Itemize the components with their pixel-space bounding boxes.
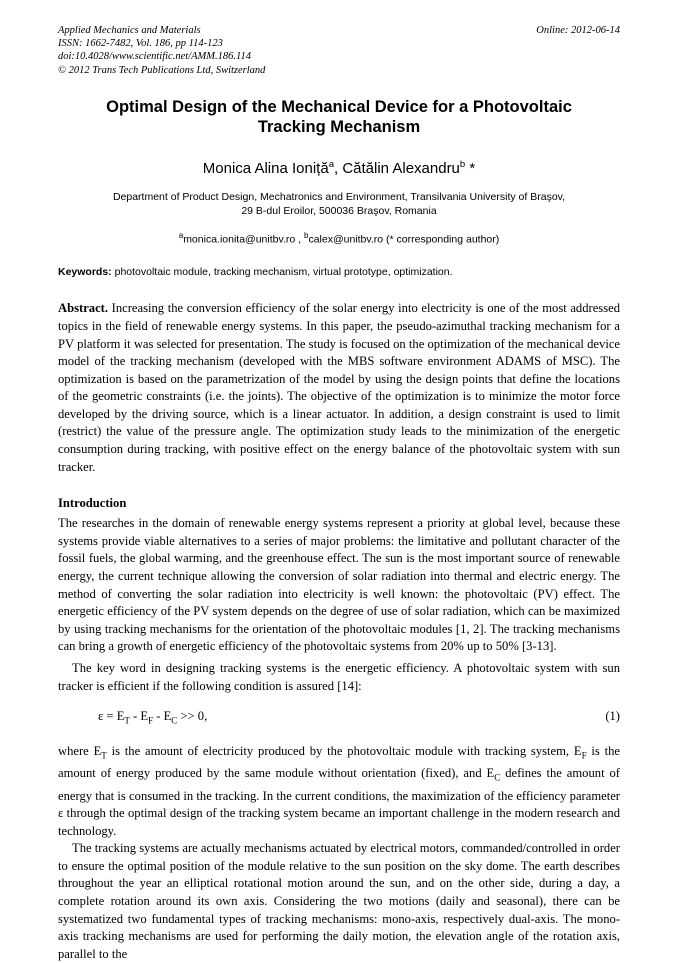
intro-paragraph-4: The tracking systems are actually mechanisms actuated by electrical motors, commanded/controlled in order to ensure the optimal position of the module relative to the sun position on the sky dome. The earth describes throughout the year an elliptical rotational motion around the sun, and on the other side, during a day, a complete rotation around its own axis. Considering the two motions (daily and seasonal), there can be systematized two fundamental types of tracking mechanisms: mono-axis, respectively dual-axis. The mono-axis tracking mechanisms are used for performing the daily motion, the elevation angle of the rotation axis, parallel to the [58,841,620,961]
author-list [58,159,620,177]
affiliation-line-1: Department of Product Design, Mechatronics and Environment, Transilvania University of Braşov, [112,190,566,203]
email-marker-a: a [178,230,184,240]
equation-1-text: $\varepsilon = E_T - E_F - E_C >> 0$, [98,709,208,726]
journal-copyright-line: © 2012 Trans Tech Publications Ltd, Switzerland [58,64,266,76]
abstract [58,300,620,476]
author-affil-marker-b: b [459,158,466,170]
intro-paragraph-1: The researches in the domain of renewable energy systems represent a priority at global level, because these systems provide viable alternatives to a series of major problems: the limitative and pollutant character of the fossil fuels, the global warming, and the greenhouse effect. The sun is the most important source of renewable energy, the current technique allowing the conversion of solar radiation into thermal and electric energy. The method of converting the solar radiation into electricity is well known: the photovoltaic (PV) effect. The energetic efficiency of the PV system depends on the degree of use of solar radiation, which can be maximized by using tracking mechanisms for the orientation of the photovoltaic modules [1, 2]. The tracking mechanisms can bring a growth of energetic efficiency of the photovoltaic systems from 20% up to 50% [3-13]. [58,516,620,654]
journal-header [58,24,620,77]
author-name-1: Monica Alina Ioniță [202,159,329,177]
email-address-b: calex@unitbv.ro [308,233,384,246]
affiliation-line-2: 29 B-dul Eroilor, 500036 Braşov, Romania [241,205,437,218]
intro-paragraph-2: The key word in designing tracking systems is the energetic efficiency. A photovoltaic system with sun tracker is efficient if the following condition is assured [14]: [58,661,620,693]
author-affil-marker-a: a [328,158,334,170]
equation-1 [58,708,620,730]
affiliation [58,190,620,219]
section-heading-introduction: Introduction [58,496,127,511]
author-separator: , [333,159,343,177]
email-address-a: monica.ionita@unitbv.ro [183,233,296,246]
journal-name: Applied Mechanics and Materials [58,25,201,36]
corresponding-author-mark: * [465,159,476,177]
author-emails [58,231,620,246]
online-date: Online: 2012-06-14 [536,25,620,36]
abstract-label: Abstract. [58,301,109,316]
keywords-value: photovoltaic module, tracking mechanism, virtual prototype, optimization. [111,266,453,279]
keywords [58,265,620,280]
page-title: Optimal Design of the Mechanical Device for a Photovoltaic Tracking Mechanism [106,97,572,136]
email-comma: , [295,233,304,246]
corresponding-author-note: (* corresponding author) [383,233,500,246]
journal-issn-line: ISSN: 1662-7482, Vol. 186, pp 114-123 [58,38,223,50]
email-marker-b: b [303,230,309,240]
author-name-2: Cătălin Alexandru [342,159,460,177]
abstract-text: Increasing the conversion efficiency of the solar energy into electricity is one of the most addressed topics in the field of renewable energy systems. In this paper, the pseudo-azimuthal tracking mechanism for a PV platform it was selected for presentation. The study is focused on the optimization of the mechanical device model of the tracking mechanism (developed with the MBS software environment ADAMS of MSC). The optimization is based on the parametrization of the model by using the design points that define the locations of the geometric constraints (i.e. the joints). The objective of the optimization is to minimize the motor force developed by the driving source, which is a linear actuator. In addition, a design constraint is used to limit (restrict) the value of the pressure angle. The optimization study leads to the minimization of the energetic consumption during tracking, with positive effect on the energy balance of the photovoltaic system with sun tracker. [58,301,620,474]
keywords-label: Keywords: [58,266,112,279]
journal-doi-line: doi:10.4028/www.scientific.net/AMM.186.114 [58,51,251,63]
equation-1-number: (1) [605,709,620,724]
intro-paragraph-3: where $E_T$ is the amount of electricity produced by the photovoltaic module with tracking system, $E_F$ is the amount of energy produced by the same module without orientation (fixed), and $E_C$ defines the amount of energy that is consumed in the tracking. In the current conditions, the maximization of the efficiency parameter ε through the optimal design of the tracking system became an important challenge in the modern research and technology. [58,744,620,838]
